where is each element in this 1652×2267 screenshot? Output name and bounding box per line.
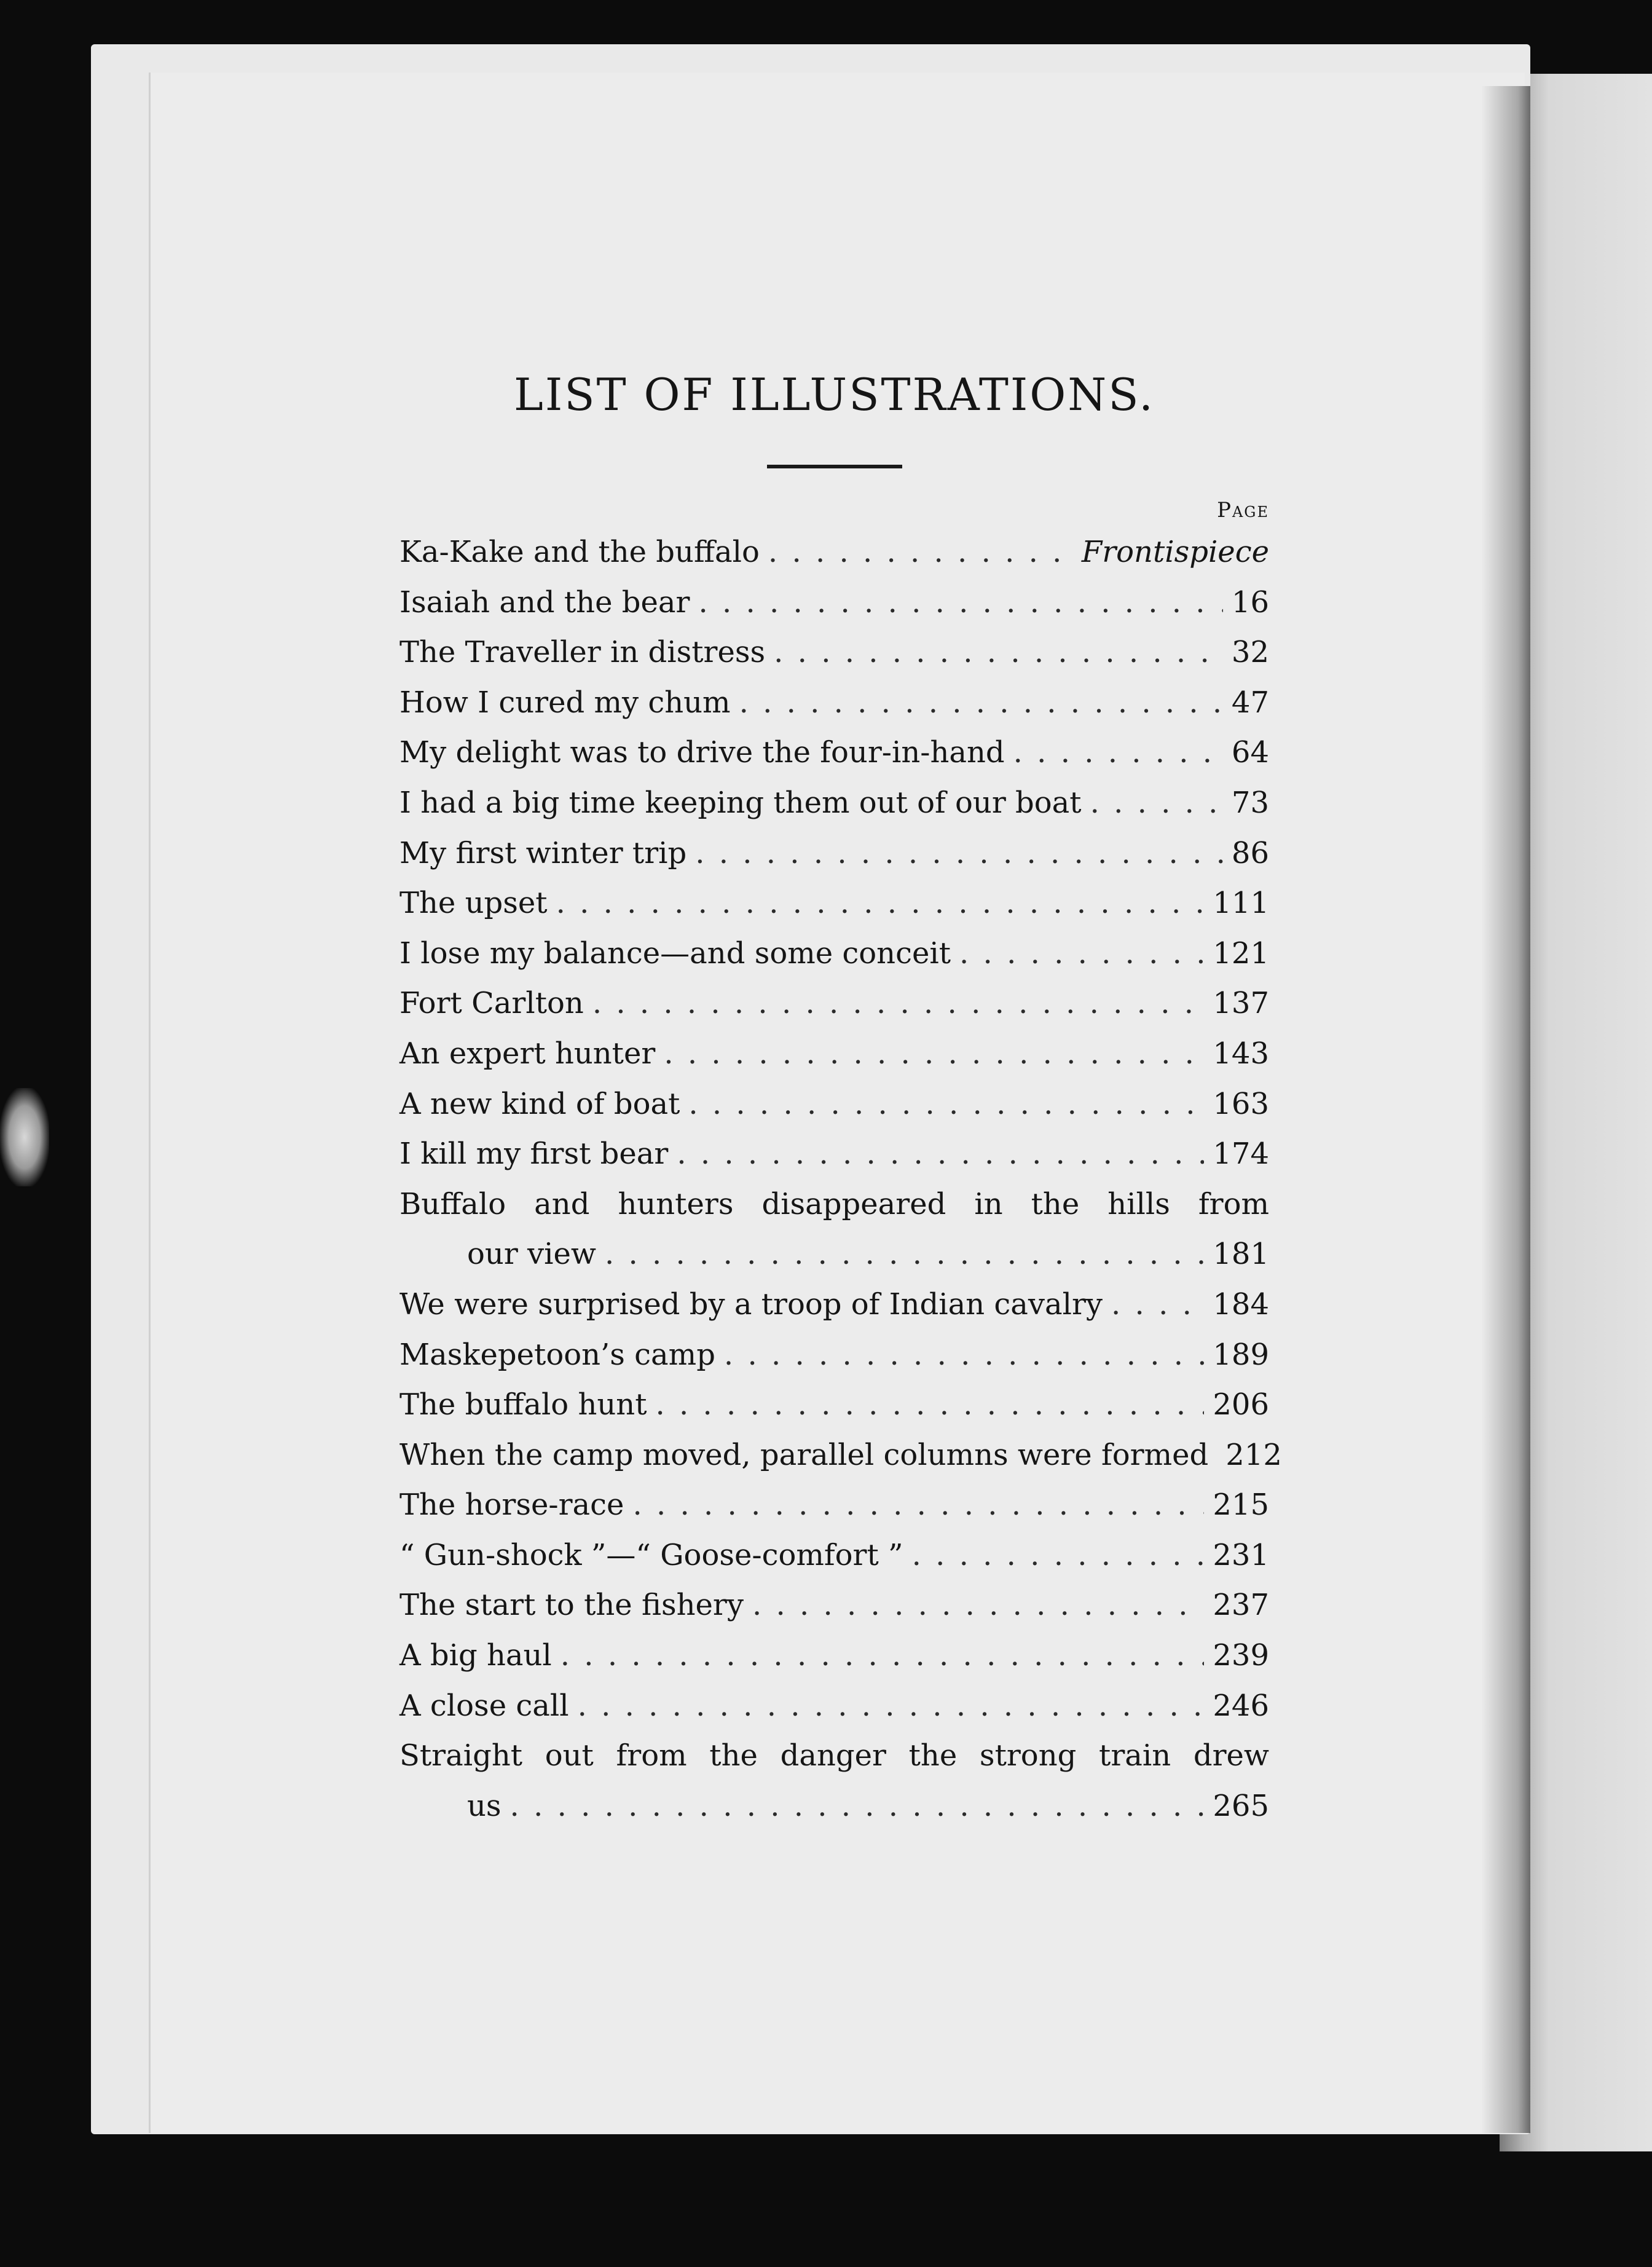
entry-title: Maskepetoon’s camp xyxy=(399,1337,715,1372)
illustration-entry xyxy=(399,829,1269,879)
entry-page-number: Frontispiece xyxy=(1081,535,1269,569)
dot-leader xyxy=(752,1580,1204,1631)
entry-title: The upset xyxy=(399,886,548,921)
illustration-entry xyxy=(399,1280,1269,1330)
dot-leader xyxy=(739,678,1223,728)
entry-row xyxy=(399,728,1269,778)
entry-page-number: 239 xyxy=(1213,1638,1269,1673)
entry-title: Isaiah and the bear xyxy=(399,585,690,620)
entry-row xyxy=(399,929,1269,979)
entry-title: My delight was to drive the four-in-hand xyxy=(399,735,1005,770)
entry-row xyxy=(399,1330,1269,1381)
entry-row xyxy=(399,628,1269,678)
dot-leader xyxy=(1090,778,1223,829)
illustration-entry xyxy=(399,929,1269,979)
illustration-entry xyxy=(399,1480,1269,1531)
entry-row xyxy=(399,1430,1282,1481)
entry-row xyxy=(399,1079,1269,1130)
dot-leader xyxy=(698,578,1222,628)
entry-row xyxy=(399,527,1269,578)
entry-page-number: 64 xyxy=(1231,735,1269,770)
entry-page-number: 121 xyxy=(1213,936,1269,971)
entry-title: Ka-Kake and the buffalo xyxy=(399,535,760,569)
illustration-entry xyxy=(399,728,1269,778)
entry-title: Straight out from the danger the strong train drew xyxy=(399,1738,1269,1773)
entry-row xyxy=(399,1129,1269,1180)
dot-leader xyxy=(724,1330,1204,1381)
page-column-header: Page xyxy=(1217,498,1269,522)
entry-title: We were surprised by a troop of Indian cavalry xyxy=(399,1287,1103,1322)
dot-leader xyxy=(510,1781,1205,1832)
entry-page-number: 184 xyxy=(1213,1287,1269,1322)
illustration-entry xyxy=(399,1580,1269,1631)
illustration-entry xyxy=(399,878,1269,929)
entry-row xyxy=(399,1280,1269,1330)
entry-row xyxy=(399,1681,1269,1732)
dot-leader xyxy=(1111,1280,1204,1330)
illustration-entry xyxy=(399,979,1269,1029)
dot-leader xyxy=(592,979,1205,1029)
illustration-entry xyxy=(399,678,1269,728)
dot-leader xyxy=(912,1531,1205,1581)
illustration-entry xyxy=(399,1129,1269,1180)
dot-leader xyxy=(774,628,1223,678)
entry-title: I kill my first bear xyxy=(399,1137,669,1172)
entry-title: I lose my balance—and some conceit xyxy=(399,936,951,971)
illustration-entry xyxy=(399,1180,1269,1280)
entry-row xyxy=(399,1631,1269,1681)
entry-page-number: 86 xyxy=(1231,835,1269,870)
scan-artifact xyxy=(0,1088,49,1186)
entry-page-number: 237 xyxy=(1213,1588,1269,1623)
dot-leader xyxy=(556,878,1205,929)
entry-title: The horse-race xyxy=(399,1488,624,1523)
entry-page-number: 163 xyxy=(1213,1086,1269,1121)
entry-page-number: 47 xyxy=(1231,685,1269,720)
illustration-entry xyxy=(399,578,1269,628)
entry-page-number: 265 xyxy=(1213,1788,1269,1823)
illustration-entry xyxy=(399,1029,1269,1079)
entry-title: “ Gun-shock ”—“ Goose-comfort ” xyxy=(399,1537,903,1572)
entry-page-number: 16 xyxy=(1231,585,1269,620)
entry-page-number: 189 xyxy=(1213,1337,1269,1372)
entry-page-number: 181 xyxy=(1213,1237,1269,1272)
dot-leader xyxy=(560,1631,1205,1681)
dot-leader xyxy=(664,1029,1204,1079)
illustration-entry xyxy=(399,1531,1269,1581)
illustration-entry xyxy=(399,527,1269,578)
entry-row xyxy=(399,1781,1269,1832)
illustrations-table xyxy=(399,527,1282,1831)
entry-title: Buffalo and hunters disappeared in the hills from xyxy=(399,1186,1269,1221)
entry-page-number: 231 xyxy=(1213,1537,1269,1572)
entry-row xyxy=(399,1480,1269,1531)
illustration-entry xyxy=(399,1380,1269,1430)
entry-page-number: 73 xyxy=(1231,785,1269,820)
illustrations-list xyxy=(399,369,1282,1831)
dot-leader xyxy=(1013,728,1223,778)
entry-title: When the camp moved, parallel columns were formed xyxy=(399,1437,1209,1472)
dot-leader xyxy=(695,829,1223,879)
entry-row xyxy=(399,878,1269,929)
entry-title: An expert hunter xyxy=(399,1036,656,1071)
entry-row xyxy=(399,979,1269,1029)
illustration-entry xyxy=(399,778,1269,829)
entry-title: Fort Carlton xyxy=(399,986,584,1021)
dot-leader xyxy=(959,929,1204,979)
entry-row xyxy=(399,1580,1269,1631)
title-rule xyxy=(767,465,902,468)
dot-leader xyxy=(578,1681,1205,1732)
entry-page-number: 212 xyxy=(1225,1437,1282,1472)
entry-title: A close call xyxy=(399,1688,569,1723)
entry-page-number: 215 xyxy=(1213,1488,1269,1523)
dot-leader xyxy=(677,1129,1204,1180)
illustration-entry xyxy=(399,1430,1282,1481)
entry-page-number: 143 xyxy=(1213,1036,1269,1071)
illustration-entry xyxy=(399,1330,1269,1381)
illustration-entry xyxy=(399,1631,1269,1681)
entry-row xyxy=(399,1229,1269,1280)
illustration-entry xyxy=(399,1731,1269,1831)
entry-row xyxy=(399,578,1269,628)
entry-row xyxy=(399,1531,1269,1581)
dot-leader xyxy=(605,1229,1204,1280)
dot-leader xyxy=(768,527,1073,578)
entry-page-number: 111 xyxy=(1213,886,1269,921)
illustration-entry xyxy=(399,1079,1269,1130)
entry-title: I had a big time keeping them out of our boat xyxy=(399,785,1082,820)
illustration-entry xyxy=(399,1681,1269,1732)
illustration-entry xyxy=(399,628,1269,678)
entry-page-number: 174 xyxy=(1213,1137,1269,1172)
dot-leader xyxy=(632,1480,1204,1531)
page-gutter-shadow xyxy=(1481,86,1530,2133)
entry-page-number: 32 xyxy=(1231,635,1269,670)
entry-row xyxy=(399,1029,1269,1079)
entry-page-number: 137 xyxy=(1213,986,1269,1021)
entry-page-number: 206 xyxy=(1213,1387,1269,1422)
entry-row xyxy=(399,1380,1269,1430)
entry-title: The Traveller in distress xyxy=(399,635,766,670)
page-title: LIST OF ILLUSTRATIONS. xyxy=(514,369,1155,420)
entry-title: The buffalo hunt xyxy=(399,1387,647,1422)
entry-page-number: 246 xyxy=(1213,1688,1269,1723)
entry-title-continuation: our view xyxy=(467,1237,596,1272)
entry-title-continuation: us xyxy=(467,1788,502,1823)
entry-title: How I cured my chum xyxy=(399,685,731,720)
entry-title: A big haul xyxy=(399,1638,552,1673)
entry-row xyxy=(399,829,1269,879)
entry-title: The start to the fishery xyxy=(399,1588,744,1623)
dot-leader xyxy=(688,1079,1204,1130)
entry-title: My first winter trip xyxy=(399,835,687,870)
entry-title: A new kind of boat xyxy=(399,1086,680,1121)
dot-leader xyxy=(656,1380,1205,1430)
entry-row xyxy=(399,778,1269,829)
entry-row xyxy=(399,678,1269,728)
